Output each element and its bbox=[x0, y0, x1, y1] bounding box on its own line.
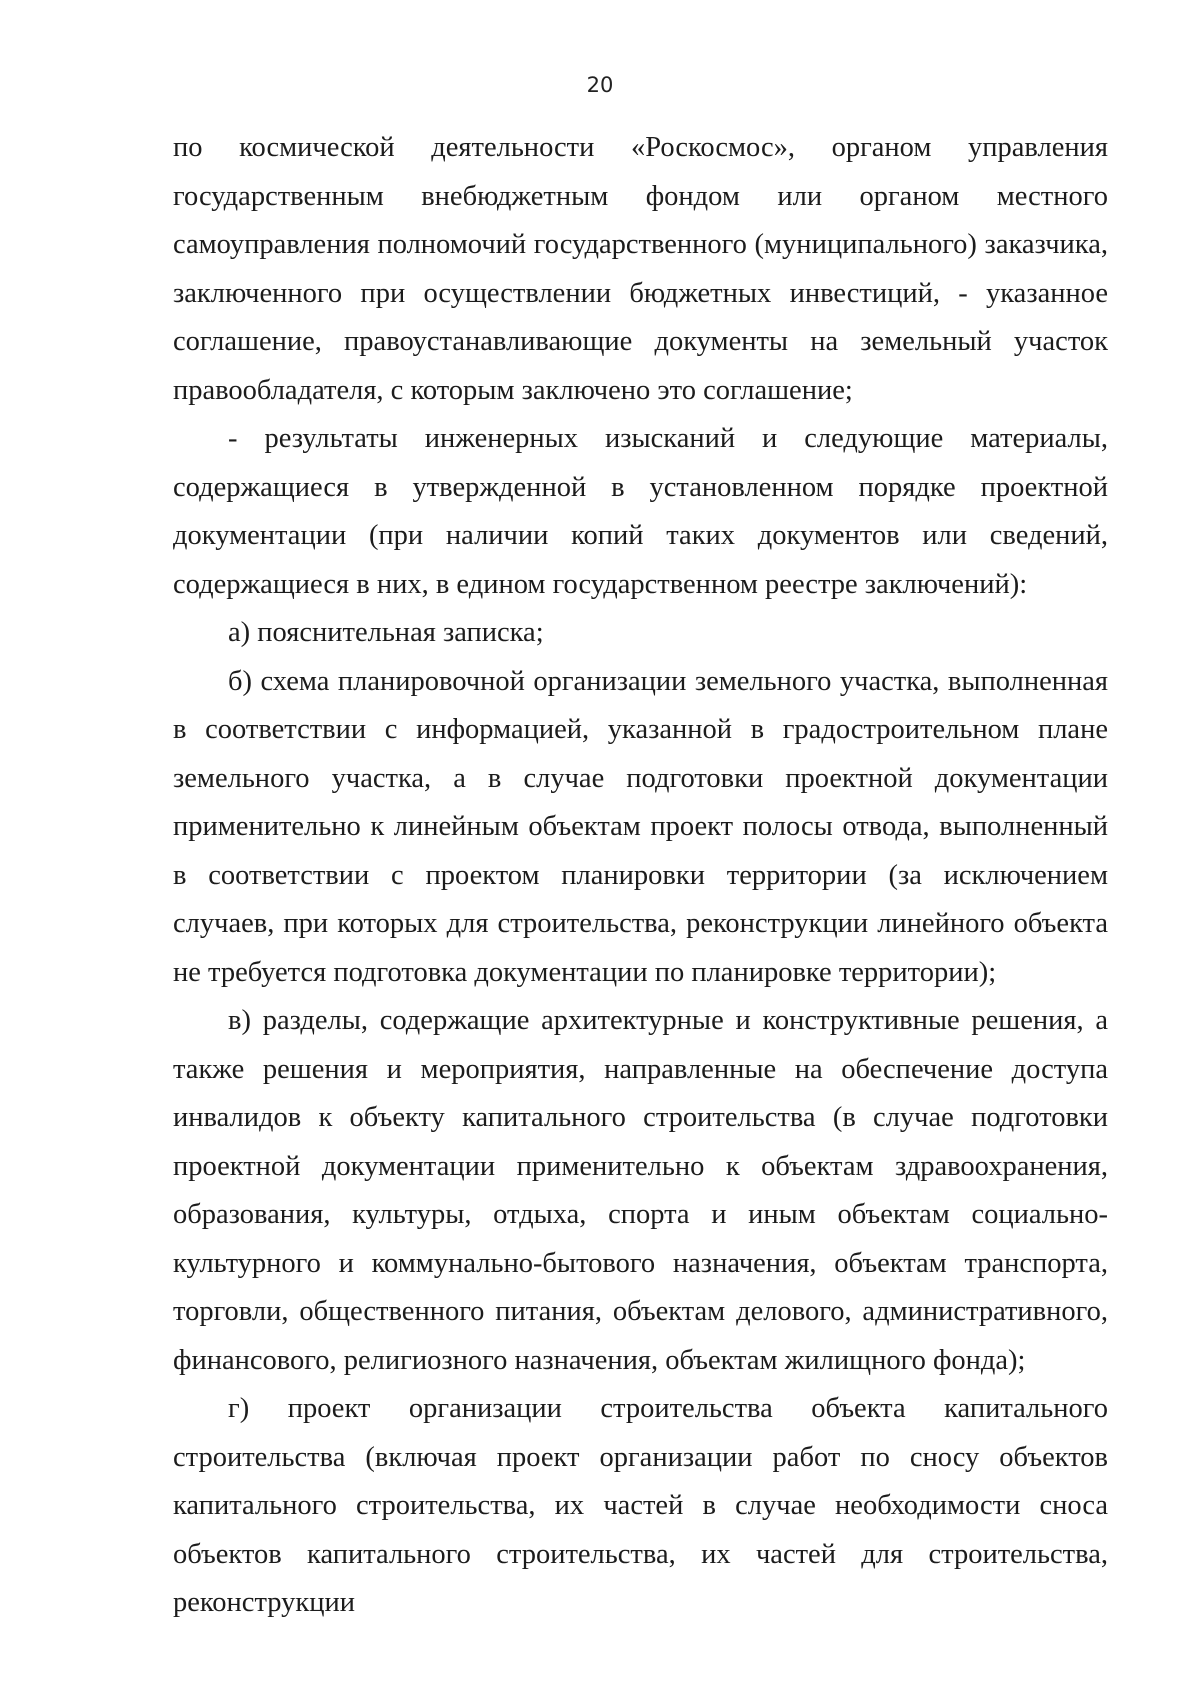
paragraph-item-a: а) пояснительная записка; bbox=[228, 617, 544, 648]
page-body bbox=[173, 124, 1108, 1628]
paragraph-item-g: г) проект организации строительства объекта капитального строительства (включая проект организации работ по сносу объектов капитального строительства, их частей в случае необходимости сноса объектов капитального строительства, их частей для строительства, реконструкции bbox=[173, 1393, 1108, 1618]
page-number: 20 bbox=[586, 73, 614, 97]
paragraph-item-v: в) разделы, содержащие архитектурные и конструктивные решения, а также решения и мероприятия, направленные на обеспечение доступа инвалидов к объекту капитального строительства (в случае подготовки проектной документации применительно к объектам здравоохранения, образования, культуры, отдыха, спорта и иным объектам социально-культурного и коммунально-бытового назначения, объектам транспорта, торговли, общественного питания, объектам делового, административного, финансового, религиозного назначения, объектам жилищного фонда); bbox=[173, 1005, 1108, 1376]
paragraph-item-b: б) схема планировочной организации земельного участка, выполненная в соответствии с информацией, указанной в градостроительном плане земельного участка, а в случае подготовки проектной документации применительно к линейным объектам проект полосы отвода, выполненный в соответствии с проектом планировки территории (за исключением случаев, при которых для строительства, реконструкции линейного объекта не требуется подготовка документации по планировке территории); bbox=[173, 665, 1108, 988]
paragraph-engineering-results: - результаты инженерных изысканий и следующие материалы, содержащиеся в утвержденной в установленном порядке проектной документации (при наличии копий таких документов или сведений, содержащиеся в них, в едином государственном реестре заключений): bbox=[173, 423, 1108, 600]
paragraph-continuation: по космической деятельности «Роскосмос», органом управления государственным внебюджетным фондом или органом местного самоуправления полномочий государственного (муниципального) заказчика, заключенного при осуществлении бюджетных инвестиций, - указанное соглашение, правоустанавливающие документы на земельный участок правообладателя, с которым заключено это соглашение; bbox=[173, 132, 1108, 406]
